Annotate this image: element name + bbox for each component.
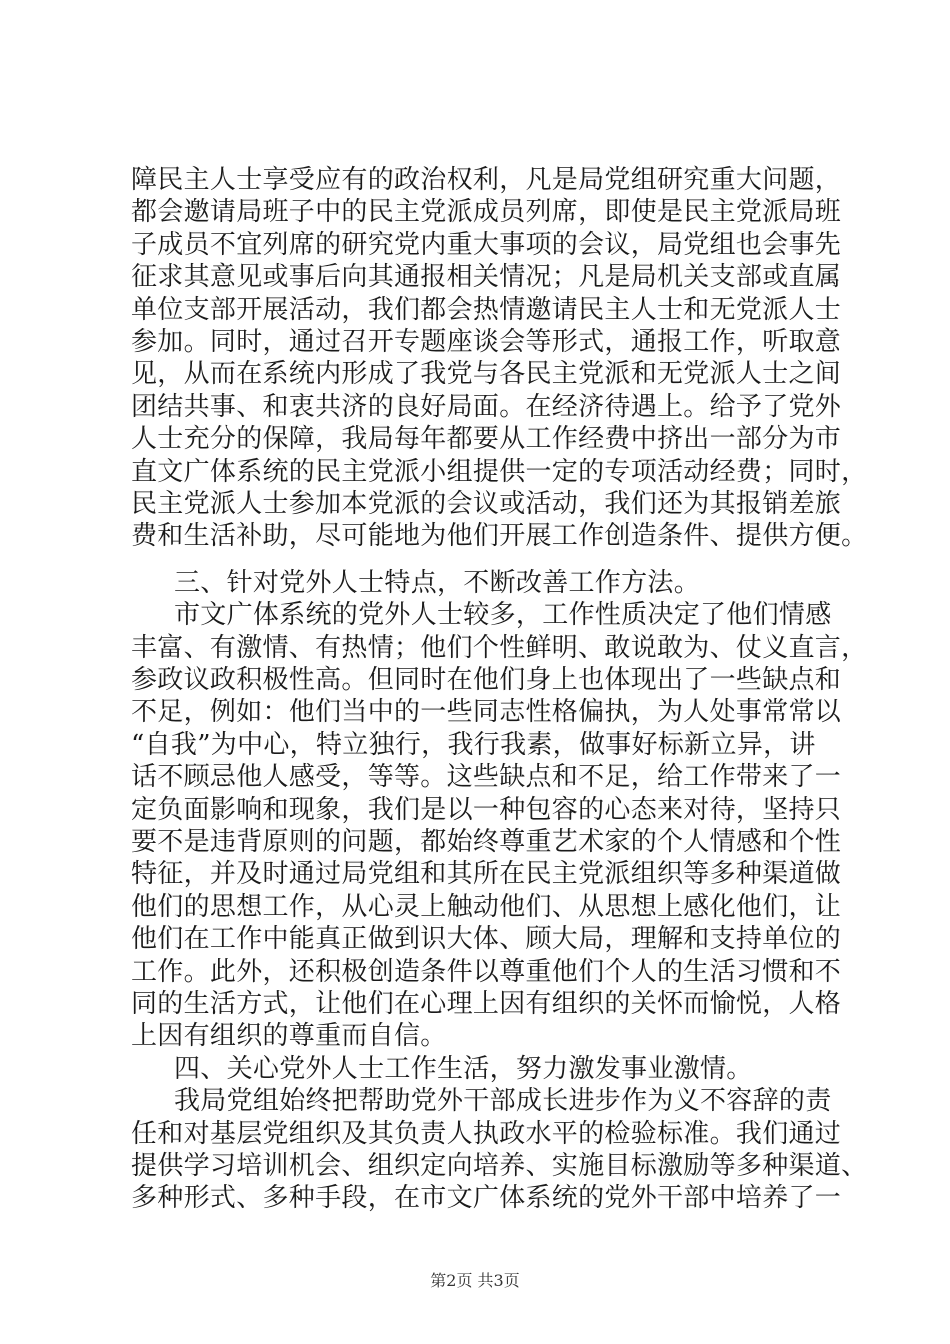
text-line: 征求其意见或事后向其通报相关情况；凡是局机关支部或直属	[131, 262, 842, 292]
text-line: 民主党派人士参加本党派的会议或活动，我们还为其报销差旅	[131, 489, 842, 519]
text-line: 提供学习培训机会、组织定向培养、实施目标激励等多种渠道、	[131, 1151, 868, 1181]
page-number-footer: 第2页 共3页	[430, 1271, 520, 1290]
text-line: 他们的思想工作，从心灵上触动他们、从思想上感化他们，让	[131, 892, 842, 922]
text-line: 单位支部开展活动，我们都会热情邀请民主人士和无党派人士	[131, 295, 842, 325]
section-heading: 四、关心党外人士工作生活，努力激发事业激情。	[174, 1054, 753, 1084]
text-line: 见，从而在系统内形成了我党与各民主党派和无党派人士之间	[131, 359, 842, 389]
text-line: 团结共事、和衷共济的良好局面。在经济待遇上。给予了党外	[131, 392, 842, 422]
text-line: 任和对基层党组织及其负责人执政水平的检验标准。我们通过	[131, 1119, 842, 1149]
text-line: 我局党组始终把帮助党外干部成长进步作为义不容辞的责	[174, 1086, 832, 1116]
text-line: 工作。此外，还积极创造条件以尊重他们个人的生活习惯和不	[131, 957, 842, 987]
text-line: 障民主人士享受应有的政治权利，凡是局党组研究重大问题，	[131, 165, 842, 195]
text-line: 都会邀请局班子中的民主党派成员列席，即使是民主党派局班	[131, 197, 842, 227]
text-line: 参加。同时，通过召开专题座谈会等形式，通报工作，听取意	[131, 327, 842, 357]
section-heading: 三、针对党外人士特点，不断改善工作方法。	[174, 568, 701, 598]
text-line: 直文广体系统的民主党派小组提供一定的专项活动经费；同时，	[131, 457, 868, 487]
text-line: 参政议政积极性高。但同时在他们身上也体现出了一些缺点和	[131, 665, 842, 695]
text-line: 人士充分的保障，我局每年都要从工作经费中挤出一部分为市	[131, 424, 842, 454]
text-line: 不足，例如：他们当中的一些同志性格偏执，为人处事常常以	[131, 697, 842, 727]
text-line: 费和生活补助，尽可能地为他们开展工作创造条件、提供方便。	[131, 521, 868, 551]
text-line: 同的生活方式，让他们在心理上因有组织的关怀而愉悦，人格	[131, 989, 842, 1019]
text-line: 他们在工作中能真正做到识大体、顾大局，理解和支持单位的	[131, 924, 842, 954]
text-line: 要不是违背原则的问题，都始终尊重艺术家的个人情感和个性	[131, 827, 842, 857]
text-line: 丰富、有激情、有热情；他们个性鲜明、敢说敢为、仗义直言，	[131, 633, 868, 663]
text-line: “自我”为中心，特立独行，我行我素，做事好标新立异，讲	[131, 730, 816, 760]
text-line: 多种形式、多种手段，在市文广体系统的党外干部中培养了一	[131, 1183, 842, 1213]
text-line: 子成员不宜列席的研究党内重大事项的会议，局党组也会事先	[131, 230, 842, 260]
text-line: 话不顾忌他人感受，等等。这些缺点和不足，给工作带来了一	[131, 762, 842, 792]
text-line: 定负面影响和现象，我们是以一种包容的心态来对待，坚持只	[131, 795, 842, 825]
text-line: 特征，并及时通过局党组和其所在民主党派组织等多种渠道做	[131, 859, 842, 889]
text-line: 市文广体系统的党外人士较多，工作性质决定了他们情感	[174, 600, 832, 630]
text-line: 上因有组织的尊重而自信。	[131, 1021, 447, 1051]
